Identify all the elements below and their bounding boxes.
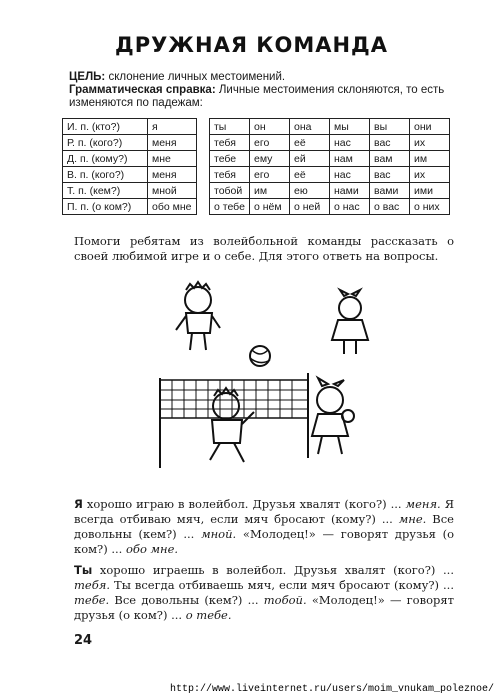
pronoun-cell: меня	[148, 167, 197, 183]
case-cell: И. п. (кто?)	[63, 119, 148, 135]
para1-answer: меня.	[405, 497, 441, 511]
pronoun-cell: её	[290, 135, 330, 151]
pronoun-cell: ей	[290, 151, 330, 167]
paragraph-first-person	[74, 497, 454, 557]
pronoun-cell: нами	[330, 183, 370, 199]
para2-text: Все довольны (кем?) ...	[109, 593, 264, 607]
grammar-ref-text: Личные местоимения склоняются, то есть изменяются по падежам:	[69, 84, 445, 109]
pronoun-forms-table	[209, 118, 450, 215]
pronoun-cell: о нём	[250, 199, 290, 215]
pronoun-cell: о нас	[330, 199, 370, 215]
pronoun-cell: им	[410, 151, 450, 167]
para1-text: Все довольны (кем?) ...	[74, 512, 454, 541]
page-number: 24	[74, 633, 93, 648]
pronoun-cell: их	[410, 167, 450, 183]
pronoun-cell: меня	[148, 135, 197, 151]
pronoun-cell: мне	[148, 151, 197, 167]
table-row	[63, 183, 197, 199]
pronoun-cell: их	[410, 135, 450, 151]
pronoun-cell: вам	[370, 151, 410, 167]
pronoun-cell: нам	[330, 151, 370, 167]
pronoun-cell: его	[250, 135, 290, 151]
table-row	[63, 151, 197, 167]
para2-text: Ты всегда отбиваешь мяч, если мяч бросают (кому?) ...	[110, 578, 454, 592]
net-icon	[160, 380, 308, 418]
pronoun-cell: она	[290, 119, 330, 135]
table-row	[210, 167, 450, 183]
pronoun-cell: тобой	[210, 183, 250, 199]
table-row	[63, 135, 197, 151]
task-instruction: Помоги ребятам из волейбольной команды рассказать о своей любимой игре и о себе. Для этого ответь на вопросы.	[74, 234, 454, 263]
pronoun-cell: они	[410, 119, 450, 135]
paragraph-second-person	[74, 563, 454, 623]
pronoun-cell: вы	[370, 119, 410, 135]
pronoun-cell: нас	[330, 135, 370, 151]
pronoun-cell: мы	[330, 119, 370, 135]
para2-text: «Молодец!» — говорят друзья (о ком?) ...	[74, 593, 454, 622]
pronoun-cell: тебя	[210, 135, 250, 151]
table-row	[210, 151, 450, 167]
boy-top-icon	[185, 287, 211, 313]
para1-answer: обо мне.	[126, 542, 179, 556]
pronoun-cell: нас	[330, 167, 370, 183]
pronoun-cell: я	[148, 119, 197, 135]
volleyball-illustration	[150, 278, 380, 478]
table-row	[63, 167, 197, 183]
goal-label: ЦЕЛЬ:	[69, 71, 106, 83]
pronoun-cell: ею	[290, 183, 330, 199]
pronoun-cell: обо мне	[148, 199, 197, 215]
pronoun-cell: мной	[148, 183, 197, 199]
pronoun-cell: тебя	[210, 167, 250, 183]
boy-center-icon	[213, 393, 239, 419]
para1-text: «Молодец!» — говорят друзья (о ком?) ...	[74, 527, 455, 556]
table-row	[210, 135, 450, 151]
pronoun-cell: вас	[370, 135, 410, 151]
para2-answer: о тебе.	[185, 608, 232, 622]
para2-answer: тебе.	[74, 593, 110, 607]
pronoun-cell: о тебе	[210, 199, 250, 215]
case-cell: Р. п. (кого?)	[63, 135, 148, 151]
para2-answer: тебя.	[74, 578, 110, 592]
para1-answer: мной.	[201, 527, 237, 541]
page-title: ДРУЖНАЯ КОМАНДА	[115, 33, 388, 57]
case-cell: П. п. (о ком?)	[63, 199, 148, 215]
para2-text: хорошо играешь в волейбол. Друзья хвалят (кого?) ...	[92, 563, 454, 577]
pronoun-cell: о них	[410, 199, 450, 215]
pronoun-cell: о вас	[370, 199, 410, 215]
case-cell: Т. п. (кем?)	[63, 183, 148, 199]
pronoun-cell: он	[250, 119, 290, 135]
pronoun-cell: его	[250, 167, 290, 183]
pronoun-cell: вами	[370, 183, 410, 199]
table-row	[210, 119, 450, 135]
case-column-table	[62, 118, 197, 215]
goal-block	[69, 71, 459, 110]
source-url: http://www.liveinternet.ru/users/moim_vnukam_poleznoe/	[170, 684, 495, 695]
pronoun-cell: о ней	[290, 199, 330, 215]
pronoun-cell: ему	[250, 151, 290, 167]
grammar-ref-label: Грамматическая справка:	[69, 84, 216, 96]
para2-lead: Ты	[74, 563, 93, 577]
para1-text: Я всегда отбиваю мяч, если мяч бросают (кому?) ...	[74, 497, 454, 526]
para1-lead: Я	[74, 497, 83, 511]
girl-right-icon	[317, 387, 343, 413]
para1-answer: мне.	[398, 512, 427, 526]
pronoun-table	[62, 118, 450, 218]
para1-text: хорошо играю в волейбол. Друзья хвалят (кого?) ...	[82, 497, 406, 511]
table-row	[210, 199, 450, 215]
table-row	[63, 119, 197, 135]
pronoun-cell: вас	[370, 167, 410, 183]
table-row	[210, 183, 450, 199]
girl-top-icon	[339, 297, 361, 319]
pronoun-cell: тебе	[210, 151, 250, 167]
pronoun-cell: ты	[210, 119, 250, 135]
pronoun-cell: её	[290, 167, 330, 183]
table-row	[63, 199, 197, 215]
goal-text: склонение личных местоимений.	[105, 71, 286, 83]
case-cell: В. п. (кого?)	[63, 167, 148, 183]
pronoun-cell: ими	[410, 183, 450, 199]
para2-answer: тобой.	[263, 593, 307, 607]
case-cell: Д. п. (кому?)	[63, 151, 148, 167]
pronoun-cell: им	[250, 183, 290, 199]
